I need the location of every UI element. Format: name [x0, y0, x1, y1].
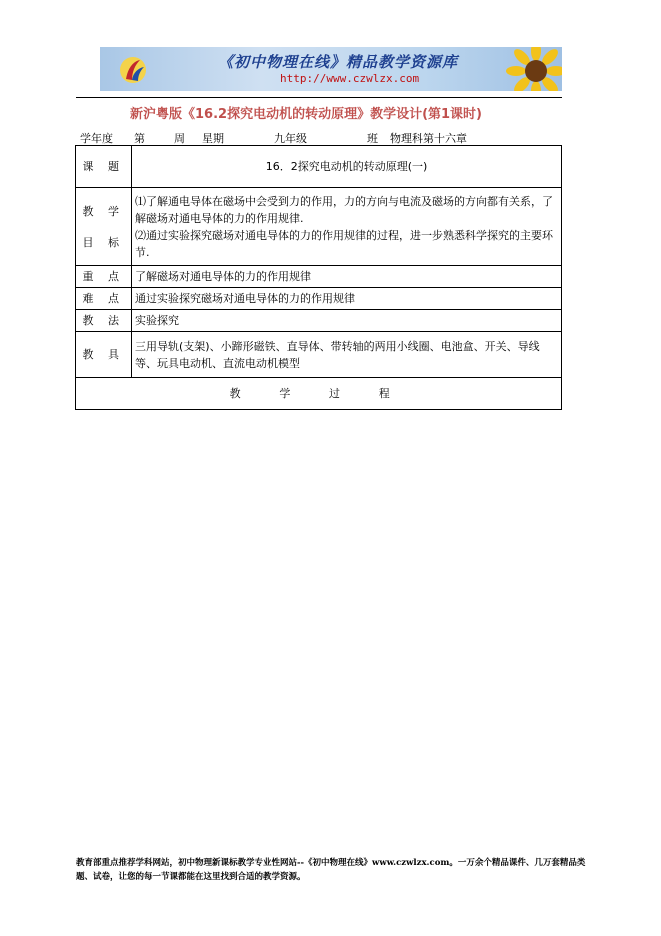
topic-value: 16．2探究电动机的转动原理(一) [132, 146, 562, 188]
table-row [76, 146, 562, 188]
key-point-value: 了解磁场对通电导体的力的作用规律 [132, 266, 562, 288]
difficulty-label: 难 点 [76, 288, 132, 310]
grade-label: 九年级 [274, 132, 307, 145]
site-logo-icon [118, 55, 148, 85]
tools-label: 教 具 [76, 332, 132, 378]
table-row [76, 266, 562, 288]
header-banner [100, 47, 562, 91]
week-suffix: 周 [174, 132, 185, 145]
week-prefix: 第 [134, 132, 145, 145]
objective-item-2: ⑵通过实验探究磁场对通电导体的力的作用规律的过程，进一步熟悉科学探究的主要环节. [135, 228, 553, 259]
objective-item-1: ⑴了解通电导体在磁场中会受到力的作用，力的方向与电流及磁场的方向都有关系，了解磁场对通电导体的力的作用规律. [135, 194, 553, 225]
banner-url[interactable]: http://www.czwlzx.com [280, 72, 420, 85]
objectives-label-bottom: 目 标 [82, 235, 125, 249]
weekday-label: 星期 [202, 132, 224, 145]
table-row [76, 310, 562, 332]
process-heading: 教 学 过 程 [76, 378, 562, 410]
difficulty-value: 通过实验探究磁场对通电导体的力的作用规律 [132, 288, 562, 310]
method-label: 教 法 [76, 310, 132, 332]
header-rule [76, 97, 562, 98]
footer-note: 教育部重点推荐学科网站，初中物理新课标教学专业性网站--《初中物理在线》www.czwlzx.com。一万余个精品课件、几万套精品类题、试卷，让您的每一节课都能在这里找到合适的教学资源。 [76, 858, 586, 882]
topic-label: 课 题 [76, 146, 132, 188]
subject-chapter-label: 物理科第十六章 [390, 132, 467, 145]
table-row [76, 378, 562, 410]
key-point-label: 重 点 [76, 266, 132, 288]
tools-value: 三用导轨(支架)、小蹄形磁铁、直导体、带转轴的两用小线圈、电池盒、开关、导线等、玩具电动机、直流电动机模型 [132, 332, 562, 378]
school-year-label: 学年度 [80, 132, 113, 145]
objectives-value [132, 188, 562, 266]
lesson-plan-table [75, 145, 562, 410]
document-title: 新沪粤版《16.2探究电动机的转动原理》教学设计(第1课时) [130, 107, 483, 122]
table-row [76, 188, 562, 266]
banner-title: 《初中物理在线》精品教学资源库 [218, 53, 459, 71]
sunflower-icon [506, 47, 562, 91]
method-value: 实验探究 [132, 310, 562, 332]
table-row [76, 288, 562, 310]
table-row [76, 332, 562, 378]
objectives-label-top: 教 学 [82, 204, 125, 218]
class-label: 班 [367, 132, 378, 145]
objectives-label [76, 188, 132, 266]
